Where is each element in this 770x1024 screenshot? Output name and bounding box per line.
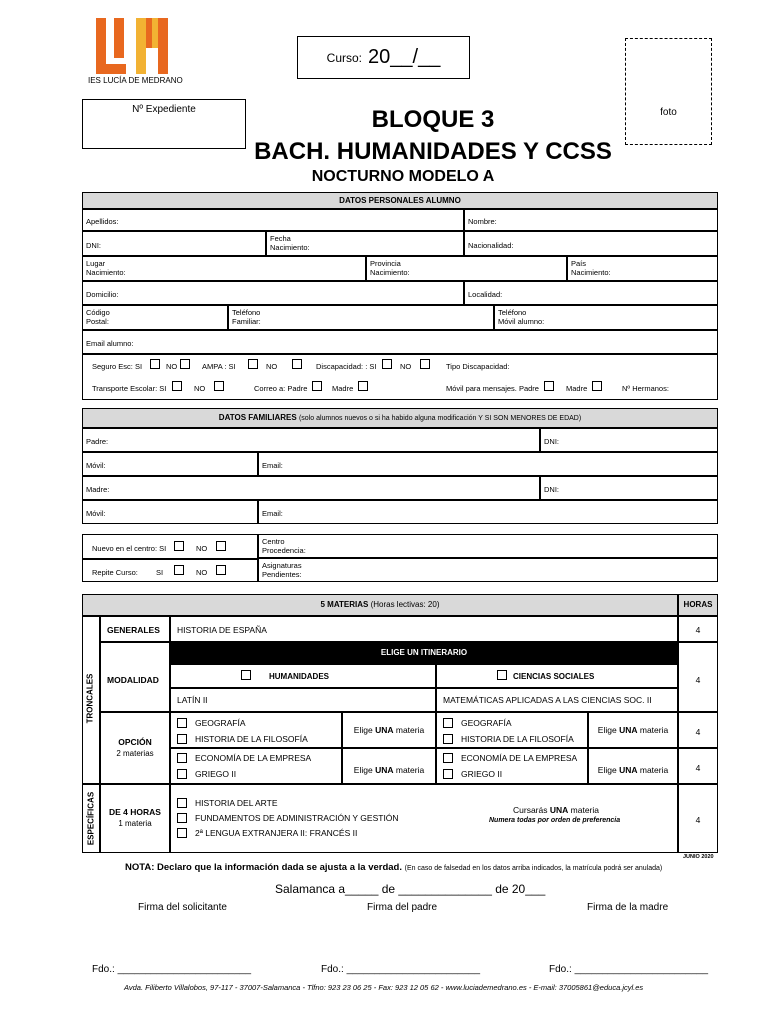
- materias-header: 5 MATERIAS (Horas lectivas: 20): [82, 594, 678, 616]
- historia-espana-subject: HISTORIA DE ESPAÑA: [170, 616, 678, 642]
- transporte-no-checkbox[interactable]: [214, 381, 224, 391]
- asignaturas-pendientes-field[interactable]: Asignaturas Pendientes:: [258, 558, 718, 582]
- transporte-si-checkbox[interactable]: [172, 381, 182, 391]
- modalidad-label: MODALIDAD: [100, 642, 170, 712]
- madre-field[interactable]: Madre:: [82, 476, 540, 500]
- firma-padre: Firma del padre: [367, 902, 438, 913]
- frances-checkbox[interactable]: [177, 828, 187, 838]
- seguro-si-checkbox[interactable]: [150, 359, 160, 369]
- humanidades-option[interactable]: HUMANIDADES: [170, 664, 436, 688]
- date-note: JUNIO 2020: [683, 854, 714, 860]
- cuatro-horas-label: DE 4 HORAS 1 materia: [100, 784, 170, 853]
- repite-no-checkbox[interactable]: [216, 565, 226, 575]
- seguro-no-checkbox[interactable]: [180, 359, 190, 369]
- localidad-field[interactable]: Localidad:: [464, 281, 718, 305]
- personal-header: DATOS PERSONALES ALUMNO: [82, 192, 718, 209]
- photo-box: foto: [625, 38, 712, 145]
- madre-email-field[interactable]: Email:: [258, 500, 718, 524]
- apellidos-field[interactable]: Apellidos:: [82, 209, 464, 231]
- modalidad-horas: 4: [678, 642, 718, 712]
- fdo-madre[interactable]: Fdo.: ________________________: [549, 964, 709, 975]
- economia-hum-checkbox[interactable]: [177, 753, 187, 763]
- firma-solicitante: Firma del solicitante: [138, 902, 227, 913]
- nacionalidad-field[interactable]: Nacionalidad:: [464, 231, 718, 256]
- elige-una-hum-1: Elige UNA materia: [342, 712, 436, 748]
- options-block: [82, 354, 718, 400]
- disc-si-checkbox[interactable]: [382, 359, 392, 369]
- repite-si-checkbox[interactable]: [174, 565, 184, 575]
- griego-hum-checkbox[interactable]: [177, 769, 187, 779]
- filosofia-hum-checkbox[interactable]: [177, 734, 187, 744]
- padre-dni-field[interactable]: DNI:: [540, 428, 718, 452]
- economia-ccss-checkbox[interactable]: [443, 753, 453, 763]
- centro-procedencia-field[interactable]: Centro Procedencia:: [258, 534, 718, 558]
- especificas-horas: 4: [678, 784, 718, 853]
- elige-una-ccss-1: Elige UNA materia: [588, 712, 678, 748]
- school-logo: [96, 18, 168, 74]
- familiar-header: DATOS FAMILIARES (solo alumnos nuevos o si ha habido alguna modificación Y SI SON MENORES DE EDAD): [82, 408, 718, 428]
- ampa-no-checkbox[interactable]: [292, 359, 302, 369]
- correo-madre-checkbox[interactable]: [358, 381, 368, 391]
- madre-dni-field[interactable]: DNI:: [540, 476, 718, 500]
- elige-una-ccss-2: Elige UNA materia: [588, 748, 678, 784]
- elige-una-hum-2: Elige UNA materia: [342, 748, 436, 784]
- opcion1-horas: 4: [678, 712, 718, 748]
- troncales-label: TRONCALES: [85, 673, 95, 724]
- historia-arte-checkbox[interactable]: [177, 798, 187, 808]
- madre-movil-field[interactable]: Móvil:: [82, 500, 258, 524]
- correo-padre-checkbox[interactable]: [312, 381, 322, 391]
- dni-field[interactable]: DNI:: [82, 231, 266, 256]
- ciencias-sociales-option[interactable]: CIENCIAS SOCIALES: [436, 664, 678, 688]
- fdo-padre[interactable]: Fdo.: ________________________: [321, 964, 481, 975]
- cp-field[interactable]: Código Postal:: [82, 305, 228, 330]
- griego-ccss-checkbox[interactable]: [443, 769, 453, 779]
- padre-email-field[interactable]: Email:: [258, 452, 718, 476]
- nuevo-si-checkbox[interactable]: [174, 541, 184, 551]
- opcion2-horas: 4: [678, 748, 718, 784]
- tel-familiar-field[interactable]: Teléfono Familiar:: [228, 305, 494, 330]
- fundamentos-checkbox[interactable]: [177, 813, 187, 823]
- geografia-hum-checkbox[interactable]: [177, 718, 187, 728]
- movil-madre-checkbox[interactable]: [592, 381, 602, 391]
- itinerario-header: ELIGE UN ITINERARIO: [170, 642, 678, 664]
- curso-value: 20__/__: [368, 46, 441, 68]
- expediente-box[interactable]: Nº Expediente: [82, 99, 246, 149]
- especificas-label: ESPECÍFICAS: [86, 791, 96, 846]
- latin-subject: LATÍN II: [170, 688, 436, 712]
- curso-label: Curso:: [326, 50, 363, 65]
- lugar-nac-field[interactable]: Lugar Nacimiento:: [82, 256, 366, 281]
- fdo-solicitante[interactable]: Fdo.: ________________________: [92, 964, 252, 975]
- declaration-note: NOTA: Declaro que la información dada se ajusta a la verdad. (En caso de falsedad en los datos arriba indicados, la matrícula podrá ser anulada): [125, 862, 663, 873]
- domicilio-field[interactable]: Domicilio:: [82, 281, 464, 305]
- nombre-field[interactable]: Nombre:: [464, 209, 718, 231]
- padre-movil-field[interactable]: Móvil:: [82, 452, 258, 476]
- movil-padre-checkbox[interactable]: [544, 381, 554, 391]
- disc-no-checkbox[interactable]: [420, 359, 430, 369]
- generales-horas: 4: [678, 616, 718, 642]
- opcion-label: OPCIÓN 2 materias: [100, 712, 170, 784]
- filosofia-ccss-checkbox[interactable]: [443, 734, 453, 744]
- address-footer: Avda. Filiberto Villalobos, 97-117 - 37007-Salamanca - Tlfno: 923 23 06 25 - Fax: 923 12 05 62 - www.luciademedrano.es - E-mail: 37005861@educa.jcyl.es: [124, 983, 644, 992]
- curso-box[interactable]: [297, 36, 470, 79]
- title-bloque: BLOQUE 3: [371, 106, 495, 133]
- firma-madre: Firma de la madre: [587, 902, 669, 913]
- school-name: IES LUCÍA DE MEDRANO: [88, 76, 183, 85]
- ciencias-sociales-checkbox[interactable]: [497, 670, 507, 680]
- email-alumno-field[interactable]: Email alumno:: [82, 330, 718, 354]
- generales-label: GENERALES: [100, 616, 170, 642]
- pais-nac-field[interactable]: País Nacimiento:: [567, 256, 718, 281]
- title-bach: BACH. HUMANIDADES Y CCSS: [254, 138, 612, 165]
- title-nocturno: NOCTURNO MODELO A: [311, 168, 495, 185]
- matematicas-subject: MATEMÁTICAS APLICADAS A LAS CIENCIAS SOC. II: [436, 688, 678, 712]
- place-date: Salamanca a_____ de ______________ de 20___: [275, 882, 546, 896]
- padre-field[interactable]: Padre:: [82, 428, 540, 452]
- tel-movil-field[interactable]: Teléfono Móvil alumno:: [494, 305, 718, 330]
- ampa-si-checkbox[interactable]: [248, 359, 258, 369]
- nuevo-no-checkbox[interactable]: [216, 541, 226, 551]
- provincia-nac-field[interactable]: Provincia Nacimiento:: [366, 256, 567, 281]
- geografia-ccss-checkbox[interactable]: [443, 718, 453, 728]
- horas-header: HORAS: [678, 594, 718, 616]
- humanidades-checkbox[interactable]: [241, 670, 251, 680]
- fecha-nac-field[interactable]: Fecha Nacimiento:: [266, 231, 464, 256]
